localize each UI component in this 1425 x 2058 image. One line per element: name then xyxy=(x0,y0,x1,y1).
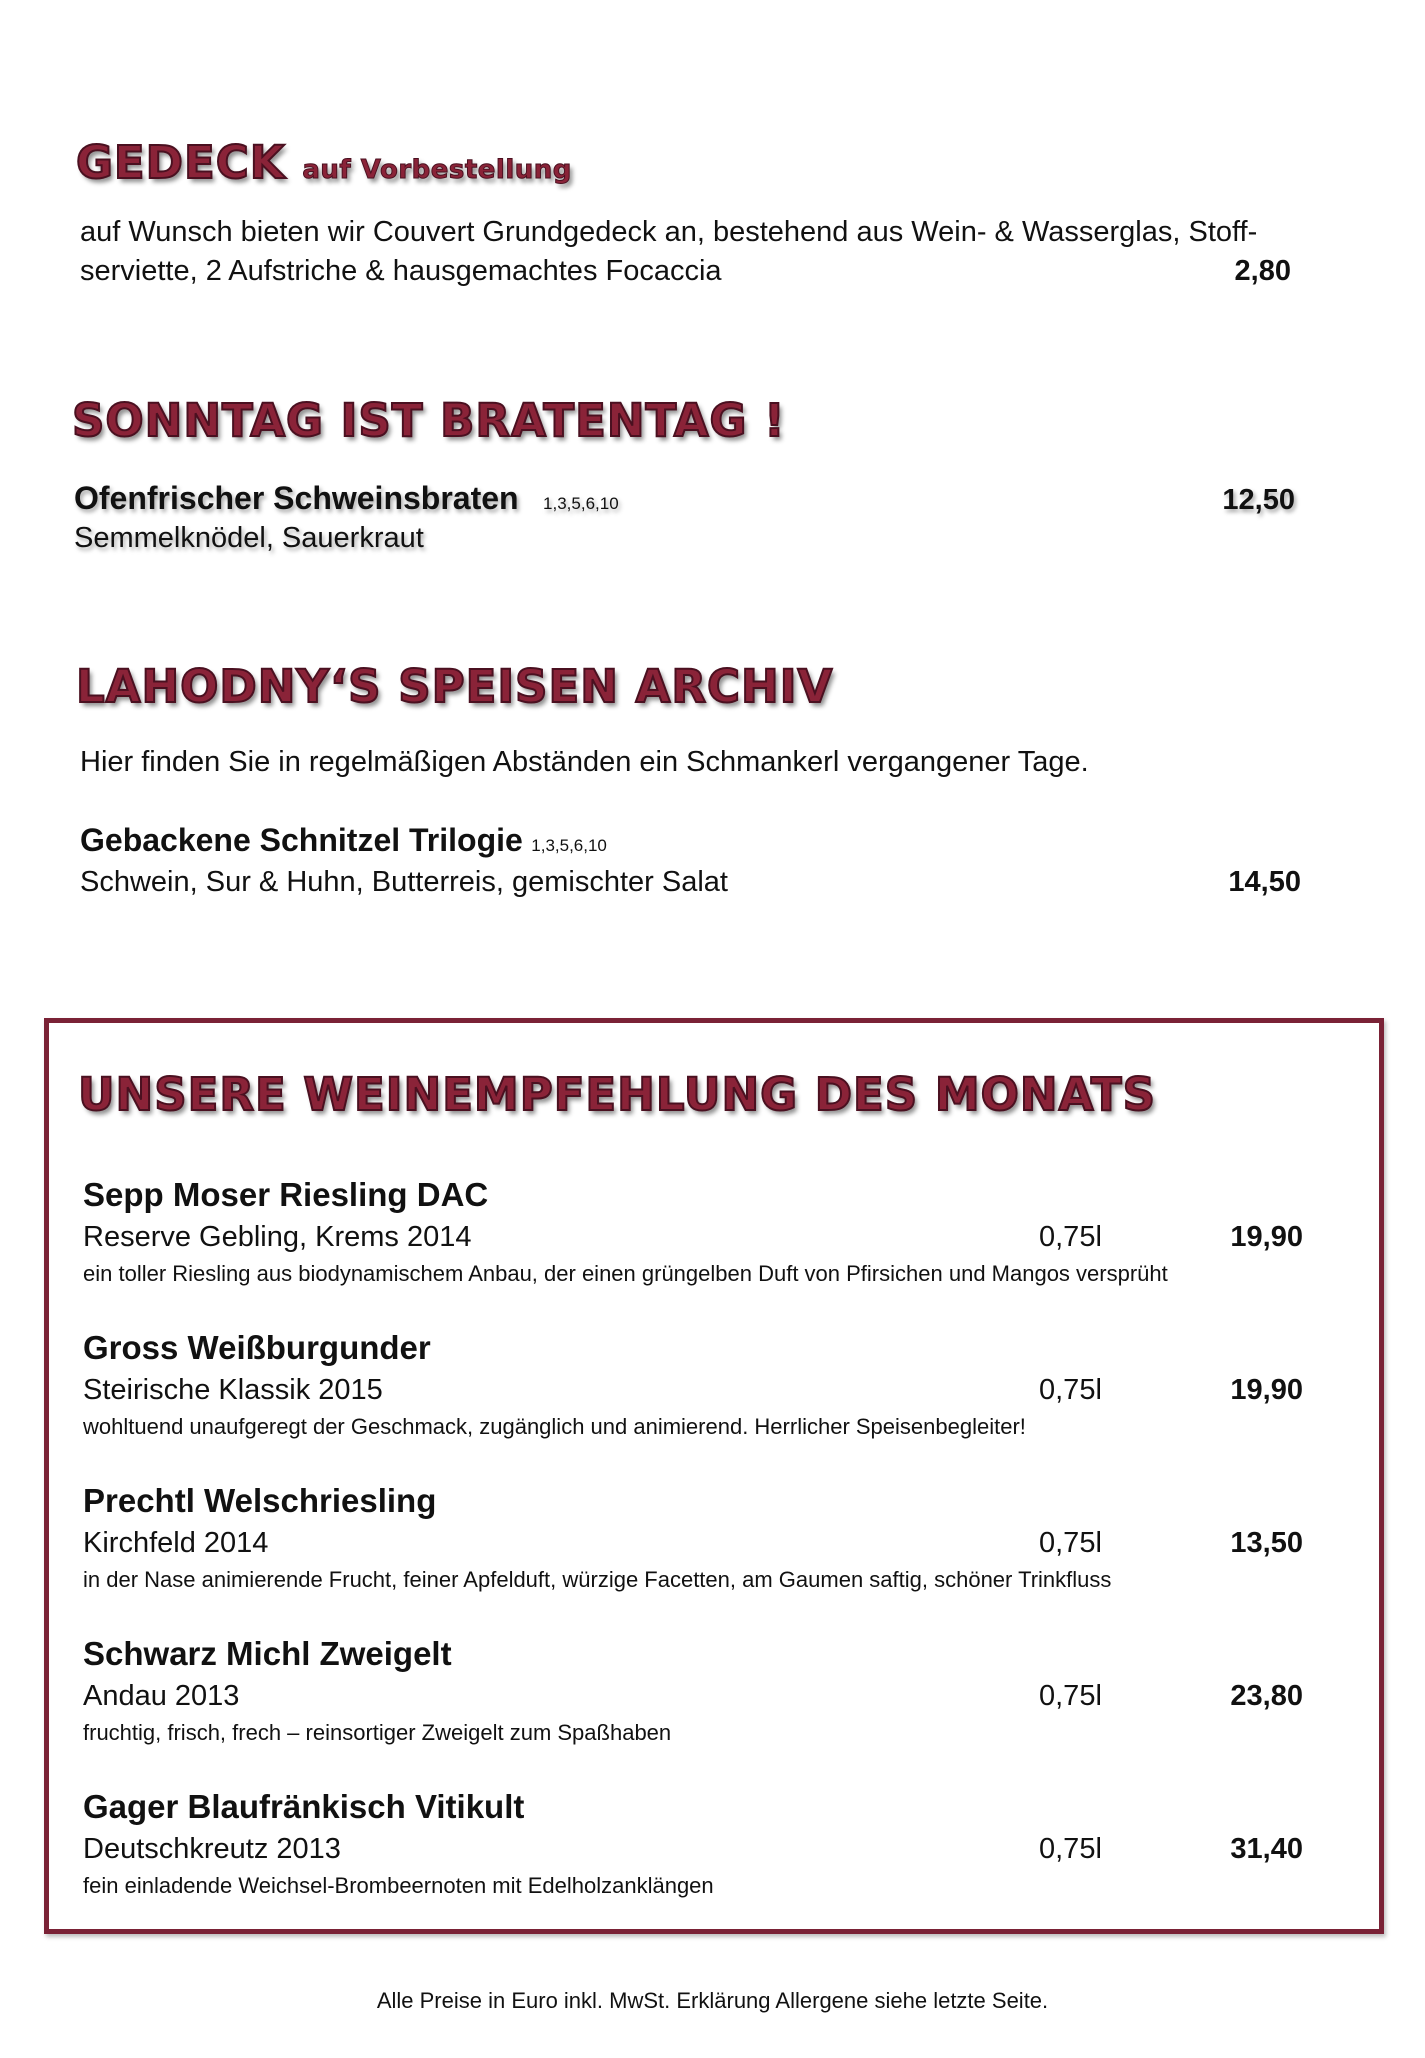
wine-name: Sepp Moser Riesling DAC xyxy=(83,1176,489,1213)
wine-name: Gross Weißburgunder xyxy=(83,1329,431,1366)
wine-origin: Andau 2013 xyxy=(83,1680,240,1712)
gedeck-description-line2: serviette, 2 Aufstriche & hausgemachtes Focaccia xyxy=(80,255,722,287)
wine-description: in der Nase animierende Frucht, feiner Apfelduft, würzige Facetten, am Gaumen saftig, schöner Trinkfluss xyxy=(83,1567,1112,1592)
archiv-dish xyxy=(80,822,607,859)
sonntag-allergens: 1,3,5,6,10 xyxy=(543,494,619,513)
wine-volume: 0,75l xyxy=(1039,1680,1102,1712)
sonntag-dish-name: Ofenfrischer Schweinsbraten xyxy=(74,480,519,516)
wine-price: 19,90 xyxy=(1230,1221,1303,1253)
wine-price: 31,40 xyxy=(1230,1833,1303,1865)
wine-description: fein einladende Weichsel-Brombeernoten mit Edelholzanklängen xyxy=(83,1873,714,1898)
wine-description: wohltuend unaufgeregt der Geschmack, zugänglich und animierend. Herrlicher Speisenbegleiter! xyxy=(83,1414,1026,1439)
wine-description: ein toller Riesling aus biodynamischem Anbau, der einen grüngelben Duft von Pfirsichen und Mangos versprüht xyxy=(83,1261,1168,1286)
wine-origin: Steirische Klassik 2015 xyxy=(83,1374,383,1406)
wine-price: 23,80 xyxy=(1230,1680,1303,1712)
wine-description: fruchtig, frisch, frech – reinsortiger Zweigelt zum Spaßhaben xyxy=(83,1720,672,1745)
archiv-intro: Hier finden Sie in regelmäßigen Abständen ein Schmankerl vergangener Tage. xyxy=(80,746,1089,778)
gedeck-price: 2,80 xyxy=(1234,255,1291,287)
wine-name: Prechtl Welschriesling xyxy=(83,1482,437,1519)
wine-price: 13,50 xyxy=(1230,1527,1303,1559)
wine-volume: 0,75l xyxy=(1039,1374,1102,1406)
wine-name: Schwarz Michl Zweigelt xyxy=(83,1635,452,1672)
wine-name: Gager Blaufränkisch Vitikult xyxy=(83,1788,525,1825)
sonntag-side: Semmelknödel, Sauerkraut xyxy=(74,522,424,554)
gedeck-title: GEDECK xyxy=(76,136,286,189)
archiv-heading: LAHODNY‘S SPEISEN ARCHIV xyxy=(76,660,834,713)
wine-heading: UNSERE WEINEMPFEHLUNG DES MONATS xyxy=(78,1068,1157,1121)
wine-volume: 0,75l xyxy=(1039,1833,1102,1865)
wine-volume: 0,75l xyxy=(1039,1221,1102,1253)
archiv-side: Schwein, Sur & Huhn, Butterreis, gemischter Salat xyxy=(80,866,728,898)
archiv-price: 14,50 xyxy=(1228,866,1301,898)
sonntag-dish xyxy=(74,480,619,517)
archiv-dish-name: Gebackene Schnitzel Trilogie xyxy=(80,822,523,858)
wine-origin: Kirchfeld 2014 xyxy=(83,1527,269,1559)
footer-note: Alle Preise in Euro inkl. MwSt. Erklärung Allergene siehe letzte Seite. xyxy=(376,1988,1049,2013)
sonntag-price: 12,50 xyxy=(1222,484,1295,516)
archiv-allergens: 1,3,5,6,10 xyxy=(531,836,607,855)
sonntag-heading: SONNTAG IST BRATENTAG ! xyxy=(72,394,786,447)
gedeck-description-line1: auf Wunsch bieten wir Couvert Grundgedeck an, bestehend aus Wein- & Wasserglas, Stoff- xyxy=(80,216,1258,248)
gedeck-title-suffix: auf Vorbestellung xyxy=(302,155,572,185)
wine-origin: Deutschkreutz 2013 xyxy=(83,1833,341,1865)
wine-price: 19,90 xyxy=(1230,1374,1303,1406)
wine-origin: Reserve Gebling, Krems 2014 xyxy=(83,1221,472,1253)
wine-volume: 0,75l xyxy=(1039,1527,1102,1559)
gedeck-heading xyxy=(76,136,572,189)
